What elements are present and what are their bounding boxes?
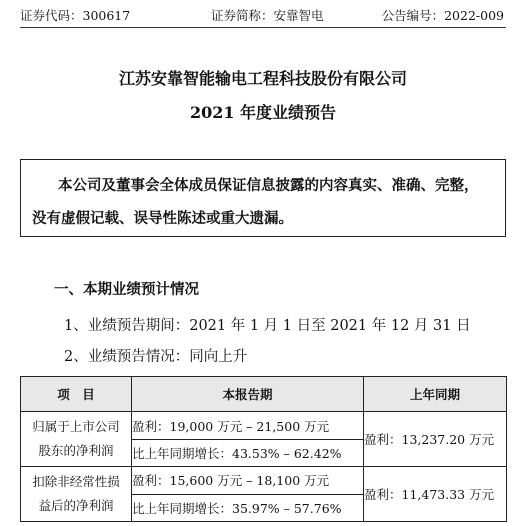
previous-profit-cell: 盈利：11,473.33 万元 [364,467,507,522]
row-label-line: 扣除非经常性损 [32,474,120,490]
stock-code: 证券代码：300617 [20,8,131,23]
header-previous-period: 上年同期 [364,377,507,412]
company-title: 江苏安靠智能输电工程科技股份有限公司 [118,69,407,88]
forecast-period: 1、业绩预告期间：2021 年 1 月 1 日至 2021 年 12 月 31 日 [64,318,471,334]
table-header-row [21,377,507,412]
header-current-period: 本报告期 [132,377,364,412]
current-profit-cell: 盈利：19,000 万元 – 21,500 万元 [132,412,364,439]
row-label [21,412,132,467]
previous-profit-cell: 盈利：13,237.20 万元 [364,412,507,467]
row-label-line: 股东的净利润 [38,443,114,459]
stock-abbreviation: 证券简称：安靠智电 [211,8,324,23]
header-divider [20,27,506,28]
current-profit-cell: 盈利：15,600 万元 – 18,100 万元 [132,467,364,494]
table-row [21,412,507,439]
section-heading: 一、本期业绩预计情况 [54,281,199,298]
document-header [20,6,504,26]
performance-table [20,376,507,522]
statement-line-2: 没有虚假记载、误导性陈述或重大遗漏。 [32,210,293,227]
statement-line-1: 本公司及董事会全体成员保证信息披露的内容真实、准确、完整， [58,177,479,194]
table-row [21,467,507,494]
row-label-line: 归属于上市公司 [32,419,120,435]
current-growth-cell: 比上年同期增长：43.53% – 62.42% [132,439,364,466]
notice-number: 公告编号：2022-009 [381,8,504,23]
report-title: 2021 年度业绩预告 [189,103,337,122]
row-label [21,467,132,522]
forecast-status: 2、业绩预告情况：同向上升 [64,349,248,365]
current-growth-cell: 比上年同期增长：35.97% – 57.76% [132,494,364,521]
row-label-line: 益后的净利润 [38,498,114,514]
statement-box [20,159,506,237]
header-item: 项 目 [21,377,132,412]
